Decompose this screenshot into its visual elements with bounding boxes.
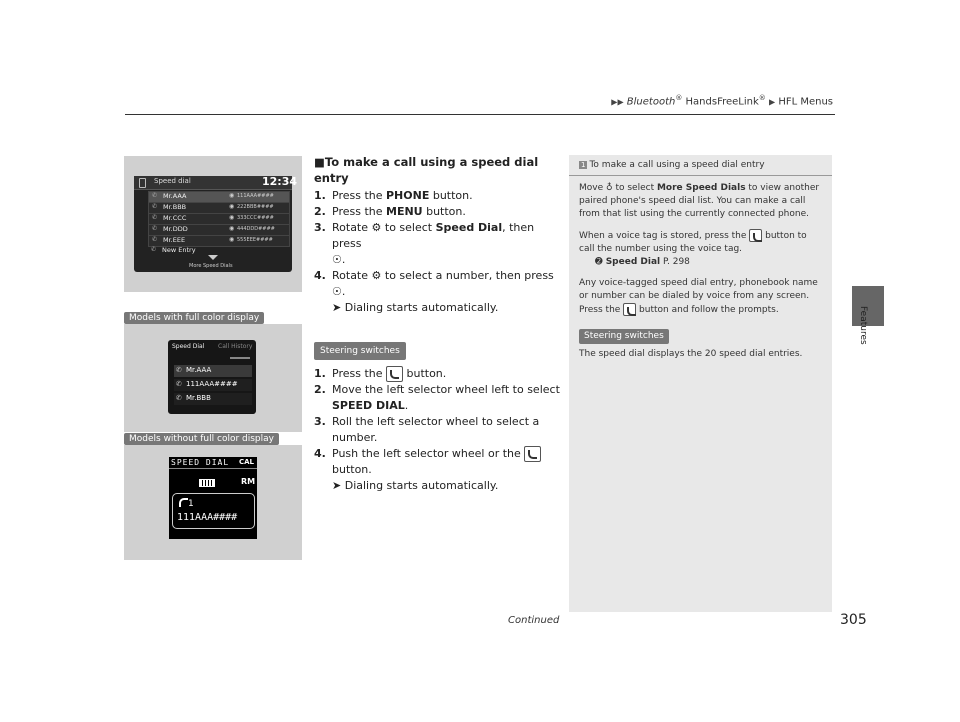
screen-title: Speed dial — [154, 177, 191, 185]
voice-tag-icon: ◉ — [229, 214, 235, 221]
mono-rule — [169, 468, 257, 469]
row-number: 444DDD#### — [237, 226, 275, 232]
selector-knob-icon: ⚙ — [371, 221, 382, 234]
voice-tag-icon: ◉ — [229, 192, 235, 199]
talk-button-icon — [623, 303, 636, 316]
step-b2: 2. Move the left selector wheel left to select SPEED DIAL. — [314, 383, 560, 412]
phone-icon — [179, 498, 188, 507]
step-a2: 2. Press the MENU button. — [314, 205, 466, 218]
label-no-full-color: Models without full color display — [124, 433, 279, 445]
new-entry-label: New Entry — [162, 246, 196, 254]
step-a1: 1. Press the PHONE button. — [314, 189, 473, 202]
press-knob-icon: ☉ — [332, 253, 342, 266]
row-text: Mr.AAA — [186, 366, 212, 374]
note-p2: When a voice tag is stored, press the button to call the number using the voice tag. ➋ Speed Dial P. 298 — [579, 231, 807, 267]
step-a4: 4. Rotate ⚙ to select a number, then press ☉. — [314, 269, 554, 298]
section-heading: ■To make a call using a speed dial entry — [314, 155, 539, 185]
figure-panel-1 — [124, 156, 302, 292]
step-b3: 3. Roll the left selector wheel to select a number. — [314, 415, 540, 444]
phone-icon: ✆ — [176, 380, 182, 388]
selector-knob-icon: ⚙ — [371, 269, 382, 282]
row-number: 333CCC#### — [237, 215, 274, 221]
mono-rm: RM — [241, 477, 256, 486]
phone-icon: ✆ — [152, 214, 158, 221]
note-marker-icon: 1 — [581, 161, 586, 169]
full-color-row[interactable] — [174, 379, 252, 391]
phone-icon: ✆ — [176, 394, 182, 402]
result-arrow-icon: ➤ — [332, 479, 345, 492]
note-steering-tag: Steering switches — [579, 329, 669, 344]
row-number: 555EEE#### — [237, 237, 273, 243]
pickup-button-icon — [386, 366, 403, 382]
note-p3: Any voice-tagged speed dial entry, phonebook name or number can be dialed by voice from any screen. Press the button and follow the prompts. — [579, 278, 818, 315]
screen-clock: 12:34 — [262, 175, 298, 188]
header-rule — [125, 114, 835, 115]
mono-number: 111AAA#### — [177, 512, 238, 523]
full-color-screen — [168, 340, 256, 414]
breadcrumb — [500, 94, 833, 107]
figure-panel-2 — [124, 324, 302, 432]
row-name: Mr.CCC — [163, 214, 187, 222]
row-text: 111AAA#### — [186, 380, 238, 388]
steering-switches-tag: Steering switches — [314, 342, 406, 360]
main-instructions — [314, 154, 564, 494]
result-arrow-icon: ➤ — [332, 301, 345, 314]
tab-call-history: Call History — [218, 343, 253, 350]
phone-icon: ✆ — [151, 246, 157, 253]
row-name: Mr.EEE — [163, 236, 186, 244]
row-name: Mr.DDD — [163, 225, 188, 233]
row-number: 111AAA#### — [237, 193, 274, 199]
step-a3: 3. Rotate ⚙ to select Speed Dial, then press ☉. — [314, 221, 535, 266]
talk-button-icon — [749, 229, 762, 242]
mono-index: 1 — [188, 499, 194, 509]
breadcrumb-hfl-menus: HFL Menus — [778, 96, 833, 108]
breadcrumb-hfl: HandsFreeLink — [685, 96, 759, 108]
result-b: ➤ Dialing starts automatically. — [332, 479, 499, 492]
mono-next: CAL — [239, 458, 255, 466]
phone-icon: ✆ — [152, 225, 158, 232]
phone-icon: ✆ — [152, 236, 158, 243]
cross-reference[interactable]: ➋ Speed Dial P. 298 — [595, 257, 690, 267]
note-p4: The speed dial displays the 20 speed dial entries. — [579, 349, 803, 359]
new-entry-row[interactable] — [148, 246, 288, 256]
full-color-row[interactable] — [174, 393, 252, 405]
continued-label: Continued — [508, 615, 560, 626]
joystick-up-icon: ♁ — [606, 183, 613, 193]
row-text: Mr.BBB — [186, 394, 211, 402]
step-b4: 4. Push the left selector wheel or the button. — [314, 446, 564, 478]
pickup-button-icon — [524, 446, 541, 462]
phone-icon — [139, 178, 146, 188]
phone-icon: ✆ — [152, 203, 158, 210]
speed-dial-screen — [134, 175, 298, 272]
row-name: Mr.AAA — [163, 192, 187, 200]
row-number: 222BBB#### — [237, 204, 274, 210]
voice-tag-icon: ◉ — [229, 225, 235, 232]
mono-title: SPEED DIAL — [171, 458, 230, 467]
mono-screen — [169, 457, 257, 539]
label-full-color: Models with full color display — [124, 312, 264, 324]
registered-mark: ® — [758, 94, 766, 102]
page-number: 305 — [840, 612, 867, 628]
phone-icon: ✆ — [176, 366, 182, 374]
phone-icon: ✆ — [152, 192, 158, 199]
row-name: Mr.BBB — [163, 203, 187, 211]
breadcrumb-bluetooth: Bluetooth — [626, 96, 676, 108]
voice-tag-icon: ◉ — [229, 203, 235, 210]
breadcrumb-arrow-icon: ▶ — [768, 97, 776, 107]
full-color-row[interactable] — [174, 365, 252, 377]
signal-icon — [230, 353, 250, 359]
section-tab — [852, 286, 884, 326]
result-a: ➤ Dialing starts automatically. — [332, 301, 499, 314]
battery-icon — [199, 479, 215, 487]
chevron-down-icon — [208, 255, 218, 260]
note-p1: Move ♁ to select More Speed Dials to view another paired phone's speed dial list. You can make a call from that list using the currently connected phone. — [579, 183, 820, 219]
registered-mark: ® — [675, 94, 683, 102]
step-b1: 1. Press the button. — [314, 367, 447, 380]
press-knob-icon: ☉ — [332, 285, 342, 298]
figure-panel-3 — [124, 445, 302, 560]
voice-tag-icon: ◉ — [229, 236, 235, 243]
breadcrumb-arrow-icon: ▶▶ — [611, 97, 624, 107]
screen-footer: More Speed Dials — [189, 263, 233, 269]
note-title: 1 To make a call using a speed dial entry — [569, 159, 832, 176]
side-note — [569, 155, 832, 612]
tab-speed-dial: Speed Dial — [172, 343, 205, 350]
ref-arrow-icon: ➋ — [595, 257, 606, 267]
section-label: Features — [858, 306, 868, 345]
